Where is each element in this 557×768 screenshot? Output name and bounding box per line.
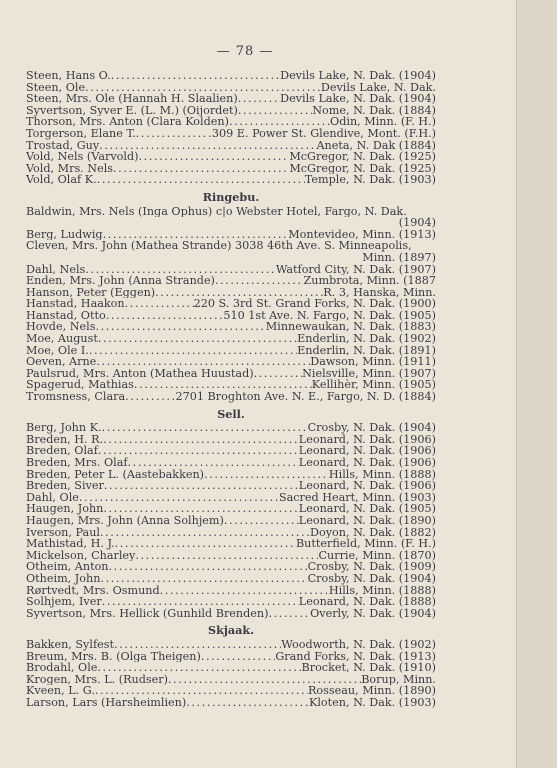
dot-leader xyxy=(96,356,310,368)
entry-address: Temple, N. Dak. (1903) xyxy=(304,174,436,186)
dot-leader xyxy=(186,697,309,709)
entry-address: Brocket, N. Dak. (1910) xyxy=(301,662,436,674)
entry-address: Enderlin, N. Dak. (1902) xyxy=(297,333,436,345)
entry-name: Mickelson, Charley xyxy=(26,549,136,562)
entry-address: Enderlin, N. Dak. (1891) xyxy=(297,344,436,357)
entry-name: Hanson, Peter (Eggen) xyxy=(26,286,156,299)
entry-row xyxy=(26,503,436,515)
entry-address: Leonard, N. Dak. (1905) xyxy=(298,503,436,515)
dot-leader xyxy=(114,639,281,651)
entry-row xyxy=(26,651,436,663)
entry-address: Crosby, N. Dak. (1909) xyxy=(307,561,436,573)
entry-row xyxy=(26,163,436,175)
entry-name: Vold, Nels (Varvold) xyxy=(26,151,139,163)
dot-leader xyxy=(135,550,318,562)
entry-row xyxy=(26,275,436,287)
dot-leader xyxy=(125,298,194,310)
dot-leader xyxy=(155,287,323,299)
dot-leader xyxy=(115,538,296,550)
entry-address: Minnewaukan, N. Dak. (1883) xyxy=(265,321,436,334)
entry-row xyxy=(26,480,436,492)
entry-row xyxy=(26,379,436,391)
entry-row xyxy=(26,515,436,527)
dot-leader xyxy=(102,422,308,434)
dot-leader xyxy=(238,93,280,105)
dot-leader xyxy=(224,515,299,527)
entry-name: Haugen, Mrs. John (Anna Solhjem) xyxy=(26,514,224,527)
dot-leader xyxy=(85,264,276,276)
dot-leader xyxy=(98,445,299,457)
dot-leader xyxy=(238,105,312,117)
entry-name: Trostad, Guy xyxy=(26,139,100,152)
entry-row xyxy=(26,434,436,446)
dot-leader xyxy=(103,229,289,241)
entry-row xyxy=(26,457,436,469)
entry-row xyxy=(26,391,436,403)
dot-leader xyxy=(268,608,310,620)
dot-leader xyxy=(109,561,308,573)
entry-name: Paulsrud, Mrs. Anton (Mathea Huustad) xyxy=(26,367,254,380)
dot-leader xyxy=(201,651,276,663)
dot-leader xyxy=(97,174,305,186)
dot-leader xyxy=(100,527,310,539)
entry-row xyxy=(26,368,436,380)
entry-address: Overly, N. Dak. (1904) xyxy=(310,607,436,620)
entry-row xyxy=(26,151,436,163)
entry-address: Odin, Minn. (F. H.) xyxy=(330,116,436,128)
dot-leader xyxy=(98,333,297,345)
entry-row xyxy=(26,527,436,539)
entry-name: Moe, August xyxy=(26,333,98,345)
dot-leader xyxy=(89,345,297,357)
entry-name: Bakken, Sylfest xyxy=(26,638,114,651)
entry-name: Syvertson, Syver E. (L. M.) (Oijordet) xyxy=(26,104,238,117)
entry-address: Leonard, N. Dak. (1906) xyxy=(298,457,436,469)
page-gutter xyxy=(516,0,557,768)
entry-address: Kellihèr, Minn. (1905) xyxy=(311,379,436,392)
entry-name: Enden, Mrs. John (Anna Strande) xyxy=(26,275,215,287)
entry-address: Devils Lake, N. Dak. (1904) xyxy=(280,70,436,82)
entry-name: Hovde, Nels xyxy=(26,321,96,334)
entry-name: Solhjem, Iver xyxy=(26,596,102,608)
entry-address: Devils Lake, N. Dak. (1904) xyxy=(280,93,436,105)
entry-address: Crosby, N. Dak. (1904) xyxy=(307,572,436,585)
entry-address: Montevideo, Minn. (1913) xyxy=(288,228,436,241)
entry-row xyxy=(26,422,436,434)
entry-name: Haugen, John xyxy=(26,503,104,515)
entry-name: Hanstad, Otto xyxy=(26,309,106,322)
entry-address: Kloten, N. Dak. (1903) xyxy=(308,696,436,709)
entry-address: Hills, Minn. (1888) xyxy=(328,584,436,597)
entry-row xyxy=(26,298,436,310)
entry-row xyxy=(26,321,436,333)
entry-name: Vold, Mrs. Nels xyxy=(26,162,114,175)
entry-address: Hills, Minn. (1888) xyxy=(328,468,436,481)
dot-leader xyxy=(125,391,175,403)
entry-name: Steen, Hans O. xyxy=(26,70,111,82)
entry-address: Leonard, N. Dak. (1906) xyxy=(298,480,436,492)
entry-name: Breden, Olaf xyxy=(26,445,98,457)
entry-row xyxy=(26,639,436,651)
entry-address: 309 E. Power St. Glendive, Mont. (F.H.) xyxy=(211,127,436,140)
entry-address: 2701 Broghton Ave. N. E., Fargo, N. D. (1884) xyxy=(175,391,436,403)
entry-address: Woodworth, N. Dak. (1902) xyxy=(281,638,436,651)
entry-address: Leonard, N. Dak. (1890) xyxy=(298,514,436,527)
entry-address: Leonard, N. Dak. (1888) xyxy=(298,596,436,608)
section-heading: Ringebu. xyxy=(202,189,260,204)
dot-leader xyxy=(103,503,298,515)
entry-name: Kveen, L. G. xyxy=(26,685,95,697)
entry-row xyxy=(26,140,436,152)
entry-name: Krogen, Mrs. L. (Rudser) xyxy=(26,673,168,686)
entry-name: Hanstad, Haakon xyxy=(26,298,125,310)
entry-name: Dahl, Nels xyxy=(26,263,86,276)
entry-address: 220 S. 3rd St. Grand Forks, N. Dak. (1900) xyxy=(193,298,436,310)
entry-address: R. 3, Hanska, Minn. xyxy=(323,286,436,299)
entry-row xyxy=(26,573,436,585)
entry-name: Tromsness, Clara xyxy=(26,391,126,403)
dot-leader xyxy=(97,662,301,674)
entry-address: Aneta, N. Dak (1884) xyxy=(316,139,436,152)
entry-address: Crosby, N. Dak. (1904) xyxy=(307,422,436,434)
section-heading: Skjaak. xyxy=(207,623,255,638)
entry-row xyxy=(26,469,436,481)
dot-leader xyxy=(99,140,316,152)
entry-name: Vold, Olaf K. xyxy=(26,174,97,186)
dot-leader xyxy=(103,434,299,446)
dot-leader xyxy=(85,82,321,94)
entry-row xyxy=(26,561,436,573)
dot-leader xyxy=(134,379,312,391)
entry-row xyxy=(26,310,436,322)
entry-row xyxy=(26,674,436,686)
dot-leader xyxy=(104,480,299,492)
entry-address: Nielsville, Minn. (1907) xyxy=(302,367,436,380)
entry-address: Devils Lake, N. Dak. xyxy=(320,81,436,94)
dot-leader xyxy=(128,457,299,469)
entry-row xyxy=(26,105,436,117)
entry-address: Leonard, N. Dak. (1906) xyxy=(298,433,436,446)
entry-name: Breden, Mrs. Olaf xyxy=(26,457,128,469)
dot-leader xyxy=(102,596,299,608)
entry-address: Rosseau, Minn. (1890) xyxy=(307,685,436,697)
entry-name: Iverson, Paul xyxy=(26,526,100,539)
entry-address: Grand Forks, N. Dak. (1913) xyxy=(275,650,436,663)
dot-leader xyxy=(95,321,265,333)
entry-name: Brodahl, Ole xyxy=(26,662,98,674)
entry-address: 510 1st Ave. N. Fargo, N. Dak. (1905) xyxy=(223,309,436,322)
entry-row xyxy=(26,70,436,82)
entry-row xyxy=(26,550,436,562)
entry-row xyxy=(26,608,436,620)
entry-address: Zumbrota, Minn. (1887 xyxy=(303,275,436,287)
entry-row: Cleven, Mrs. John (Mathea Strande) 3038 46th Ave. S. Minneapolis, xyxy=(26,240,412,252)
page-number: — 78 — xyxy=(216,44,274,59)
directory-listing xyxy=(26,70,436,708)
entry-name: Breden, H. R. xyxy=(26,433,104,446)
entry-name: Spagerud, Mathias xyxy=(26,379,134,392)
entry-name: Otheim, John xyxy=(26,572,101,585)
entry-name: Rørtvedt, Mrs. Osmund xyxy=(26,584,160,597)
entry-row xyxy=(26,585,436,597)
entry-row xyxy=(26,445,436,457)
entry-row xyxy=(26,685,436,697)
entry-row xyxy=(26,93,436,105)
entry-name: Syvertson, Mrs. Hellick (Gunhild Brenden) xyxy=(26,607,269,620)
entry-row xyxy=(26,174,436,186)
entry-row xyxy=(26,356,436,368)
entry-address: Borup, Minn. xyxy=(361,673,436,686)
entry-row xyxy=(26,662,436,674)
entry-name: Larson, Lars (Harsheimlien) xyxy=(26,696,187,709)
entry-name: Breden, Peter L. (Aastebakken) xyxy=(26,468,205,481)
entry-row xyxy=(26,229,436,241)
entry-address: Currie, Minn. (1870) xyxy=(318,549,436,562)
entry-row xyxy=(26,538,436,550)
entry-address: Leonard, N. Dak. (1906) xyxy=(298,445,436,457)
entry-row xyxy=(26,596,436,608)
dot-leader xyxy=(254,368,303,380)
entry-row xyxy=(26,287,436,299)
dot-leader xyxy=(160,585,329,597)
dot-leader xyxy=(136,128,212,140)
entry-row xyxy=(26,345,436,357)
dot-leader xyxy=(79,492,279,504)
entry-name: Mathistad, H. J. xyxy=(26,538,115,550)
dot-leader xyxy=(100,573,307,585)
dot-leader xyxy=(106,310,224,322)
dot-leader xyxy=(215,275,304,287)
entry-address: McGregor, N. Dak. (1925) xyxy=(289,151,436,163)
entry-row xyxy=(26,128,436,140)
entry-address: McGregor, N. Dak. (1925) xyxy=(289,162,436,175)
dot-leader xyxy=(113,163,289,175)
entry-address: Butterfield, Minn. (F. H.) xyxy=(295,538,436,550)
dot-leader xyxy=(95,685,308,697)
entry-name: Breum, Mrs. B. (Olga Theigen) xyxy=(26,650,201,663)
entry-name: Berg, Ludwig xyxy=(26,228,103,241)
entry-row xyxy=(26,82,436,94)
entry-continuation: (1904) xyxy=(398,217,436,229)
entry-row: Baldwin, Mrs. Nels (Inga Ophus) c|o Webster Hotel, Fargo, N. Dak. xyxy=(26,205,407,218)
entry-address: Doyon, N. Dak. (1882) xyxy=(310,526,436,539)
dot-leader xyxy=(139,151,290,163)
dot-leader xyxy=(168,674,361,686)
entry-row xyxy=(26,264,436,276)
entry-row xyxy=(26,492,436,504)
entry-continuation: Minn. (1897) xyxy=(362,251,436,264)
entry-name: Torgerson, Elane T. xyxy=(26,127,136,140)
entry-name: Steen, Ole xyxy=(26,81,86,94)
entry-address: Nome, N. Dak. (1884) xyxy=(312,104,436,117)
entry-name: Dahl, Ole xyxy=(26,491,79,504)
section-heading: Sell. xyxy=(217,406,245,421)
entry-row xyxy=(26,697,436,709)
entry-row xyxy=(26,333,436,345)
dot-leader xyxy=(204,469,329,481)
entry-row xyxy=(26,116,436,128)
entry-name: Berg, John K. xyxy=(26,422,102,434)
entry-address: Watford City, N. Dak. (1907) xyxy=(275,263,436,276)
entry-name: Oeven, Arne xyxy=(26,356,97,368)
entry-address: Dawson, Minn. (1911) xyxy=(310,356,436,368)
entry-name: Otheim, Anton xyxy=(26,561,109,573)
entry-address: Sacred Heart, Minn. (1903) xyxy=(278,491,436,504)
dot-leader xyxy=(111,70,280,82)
entry-name: Breden, Siver xyxy=(26,480,104,492)
entry-name: Thorson, Mrs. Anton (Clara Kolden) xyxy=(26,116,229,128)
entry-name: Moe, Ole I. xyxy=(26,344,89,357)
entry-name: Steen, Mrs. Ole (Hannah H. Slaalien) xyxy=(26,93,238,105)
dot-leader xyxy=(229,116,330,128)
